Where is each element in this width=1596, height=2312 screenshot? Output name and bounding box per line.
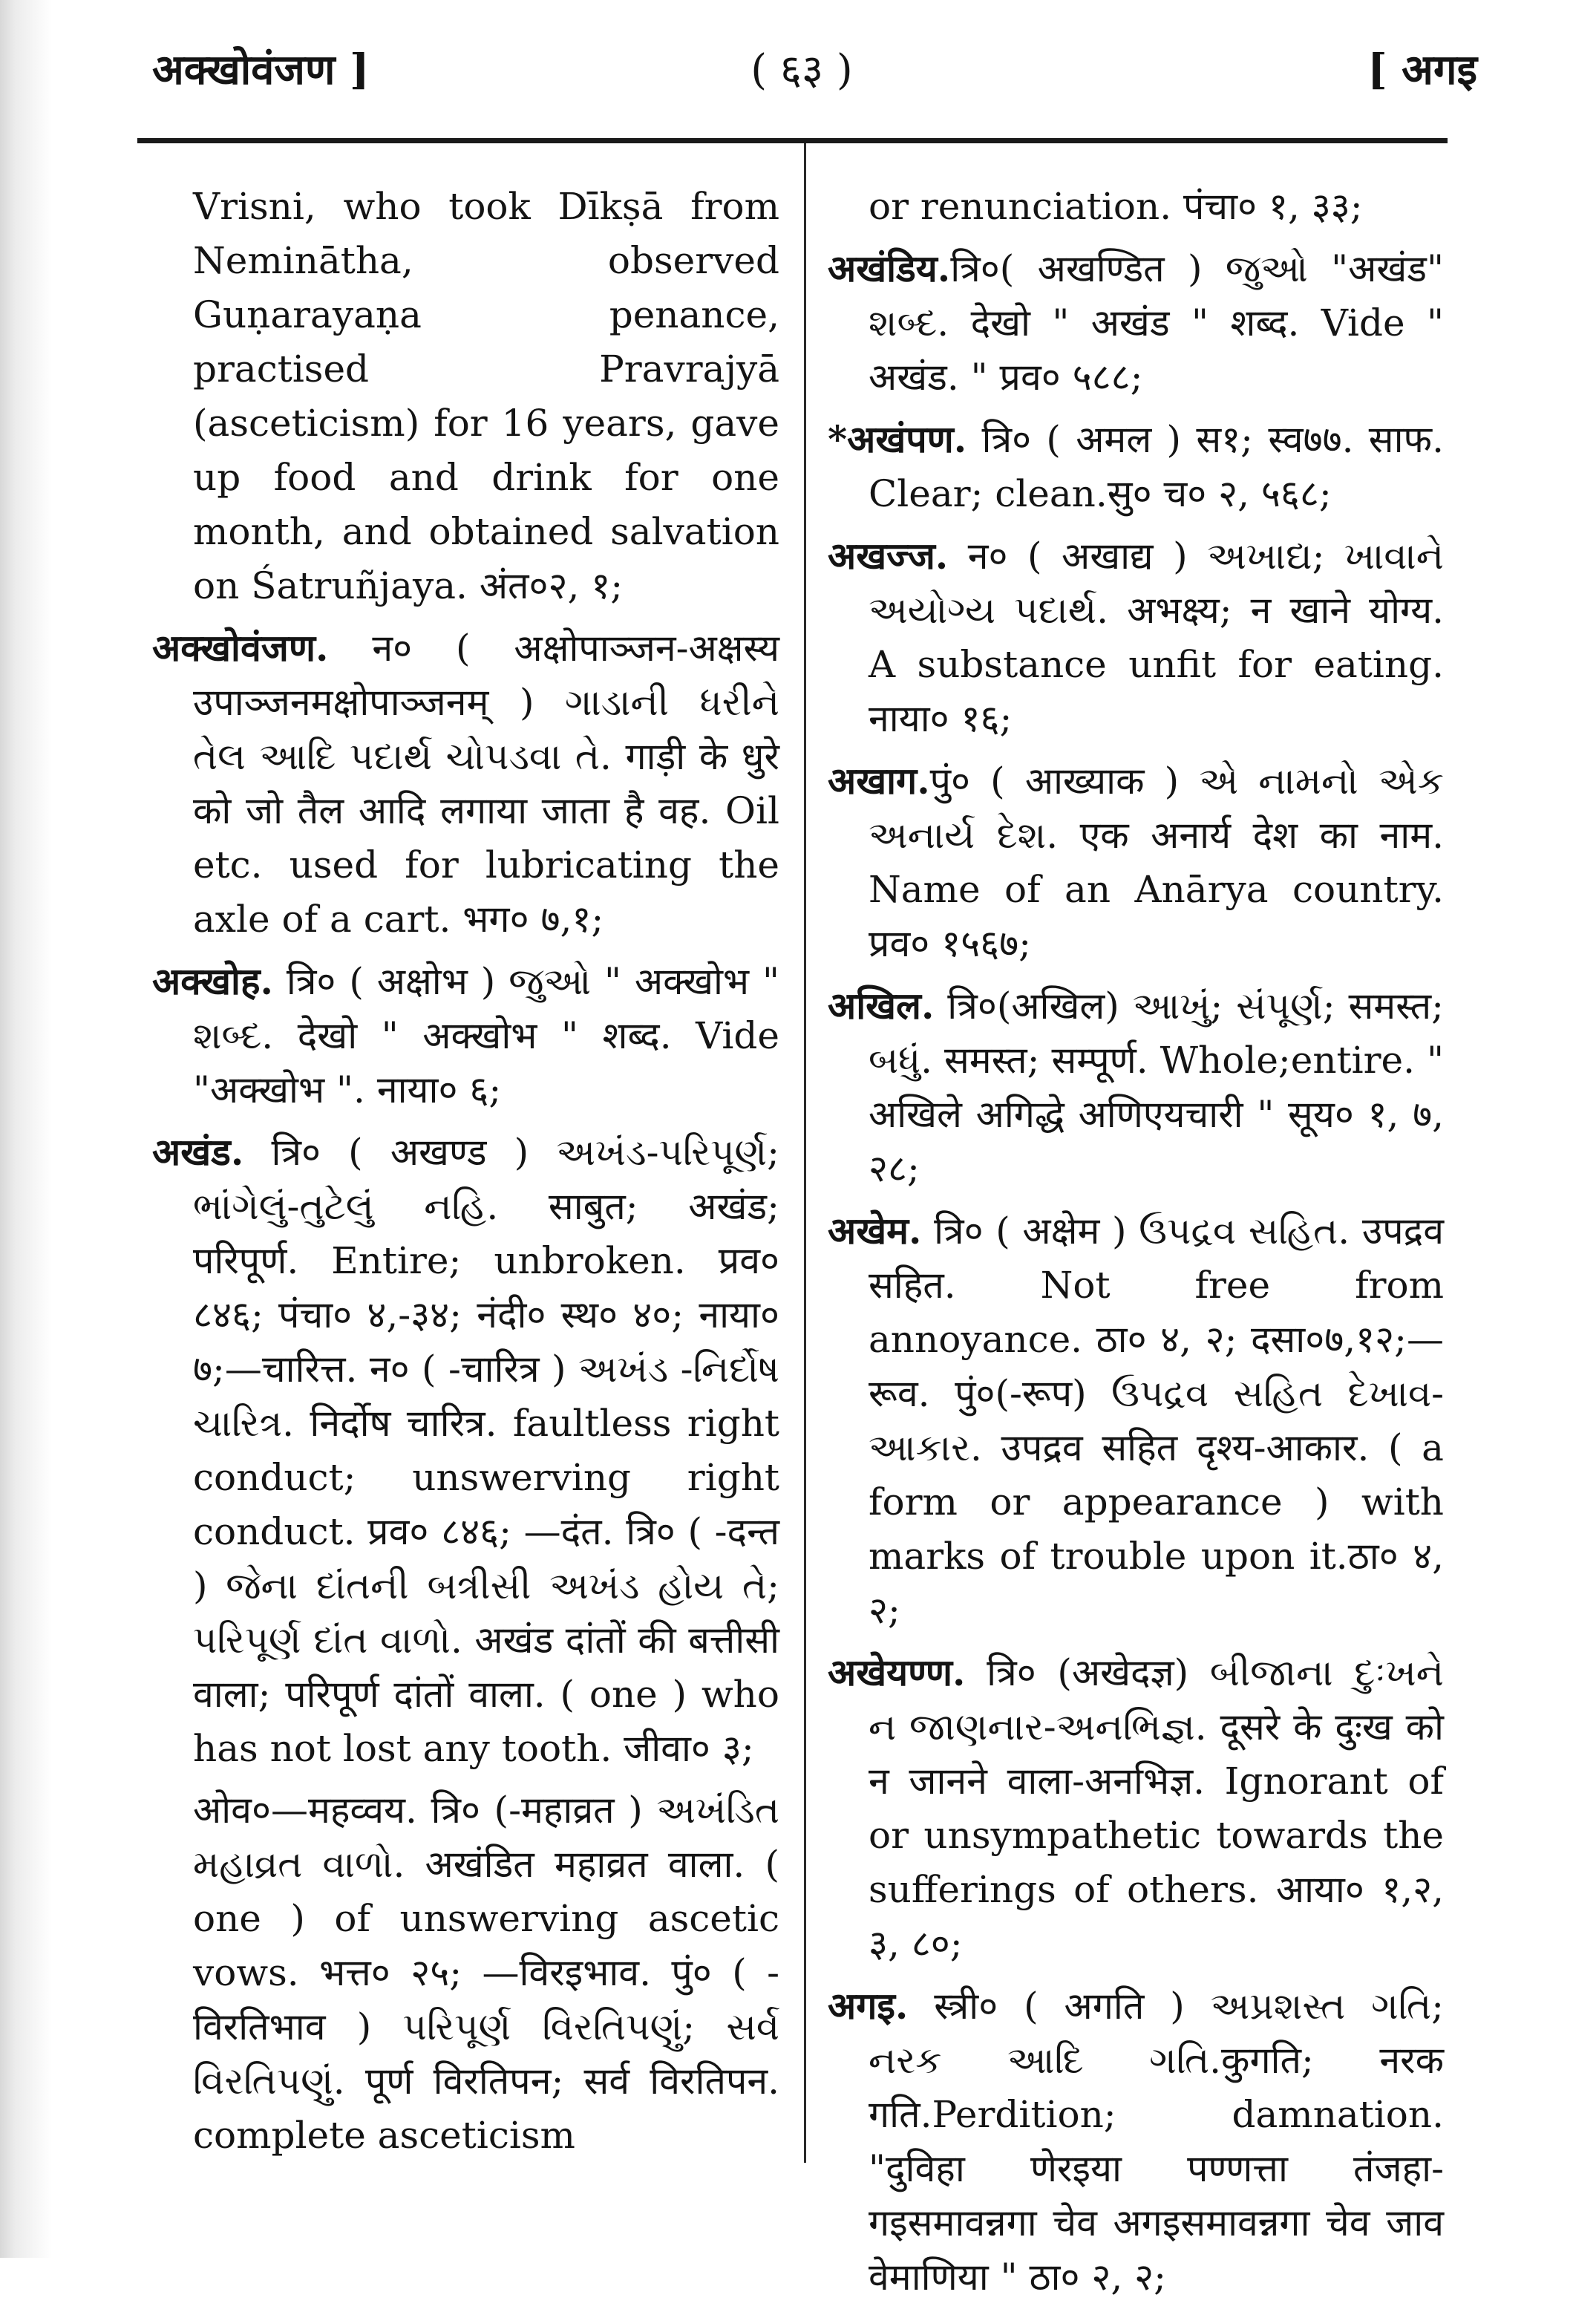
dictionary-entry: [828, 529, 1444, 746]
entry-continuation: Vrisni, who took Dīkṣā from Neminātha, observed Guṇarayaṇa penance, practised Pravrajyā (asceticism) for 16 years, gave up food and drink for one month, and obtained salvation on Śatruñjaya. अंत०२, १;: [193, 185, 779, 607]
dictionary-entry: [828, 754, 1444, 971]
entry-headword: अखाग.: [828, 759, 930, 803]
entry-definition: न० ( अखाद्य ) અખાદ્ય; ખાવાને અયોગ્ય પદાર્થ. अभक्ष्य; न खाने योग्य. A substance unfit for eating. नाया० १६;: [869, 535, 1444, 740]
column-divider: [804, 143, 806, 2163]
dictionary-entry: [828, 1979, 1444, 2305]
left-column: [152, 180, 779, 2170]
entry-continuation: or renunciation. पंचा० १, ३३;: [869, 185, 1363, 228]
entry-headword: *अखंपण.: [828, 417, 967, 461]
entry-headword: अक्खोवंजण.: [152, 626, 329, 670]
dictionary-entry: [828, 979, 1444, 1196]
entry-headword: अखेम.: [828, 1209, 922, 1253]
entry-definition: त्रि० ( अक्षेम ) ઉપદ્રવ સહિત. उपद्रव सहित. Not free from annoyance. ठा० ४, २; दसा०७,१२;—रूव. पुं०(-रूप) ઉપદ્રવ સહિત દેખાવ-આકાર. उपद्रव सहित दृश्य-आकार. ( a form or appearance ) with marks of trouble upon it.ठा० ४, २;: [869, 1209, 1444, 1632]
page-binding-edge: [0, 0, 52, 2258]
dictionary-entry: [152, 954, 779, 1117]
entry-headword: अखिल.: [828, 984, 935, 1028]
dictionary-entry: [152, 1125, 779, 1776]
entry-definition: त्रि० (अखेदज्ञ) બીજાના દુઃખને ન જાણનાર-અનભિજ્ઞ. दूसरे के दुःख को न जानने वाला-अनभिज्ञ. Ignorant of or unsympathetic towards the sufferings of others. आया० १,२, ३, ८०;: [869, 1651, 1444, 1965]
running-head-last-word: [ अगइ: [1367, 45, 1477, 94]
dictionary-entry: [828, 1204, 1444, 1638]
right-column: [828, 180, 1444, 2312]
entry-definition: त्रि० ( अक्षोभ ) જુઓ " अक्खोभ " શબ્દ. देखो " अक्खोभ " शब्द. Vide "अक्खोभ ". नाया० ६;: [193, 960, 779, 1111]
entry-definition: पुं० ( आख्याक ) એ નામનો એક અનાર્ય દેશ. एक अनार्य देश का नाम. Name of an Anārya country. प्रव० १५६७;: [869, 760, 1444, 965]
entry-definition: त्रि०( अखण्डित ) જુઓ "अखंड" શબ્દ. देखो " अखंड " शब्द. Vide " अखंड. " प्रव० ५८८;: [869, 247, 1444, 399]
entry-headword: अगइ.: [828, 1984, 909, 2028]
entry-definition: त्रि०(अखिल) આખું; સંપૂર્ણ; समस्त; બધું. समस्त; सम्पूर्ण. Whole;entire. " अखिले अगिद्धे अणिएयचारी " सूय० १, ७, २८;: [869, 984, 1444, 1190]
dictionary-entry: [828, 241, 1444, 405]
entry-definition: त्रि० ( अखण्ड ) અખંડ-પરિપૂર્ણ; ભાંગેલું-તુટેલું નહિ. साबुत; अखंड; परिपूर्ण. Entire; unbroken. प्रव० ८४६; पंचा० ४,-३४; नंदी० स्थ० ४०; नाया० ७;—चारित्त. न० ( -चारित्र ) અખંડ -નિર્દોષ ચારિત્ર. निर्दोष चारित्र. faultless right conduct; unswerving right conduct. प्रव० ८४६; —दंत. त्रि० ( -दन्त ) જેના દાંતની બત્રીસી અખંડ હોય તે; પરિપૂર્ણ દાંત વાળો. अखंड दांतों की बत्तीसी वाला; परिपूर्ण दांतों वाला. ( one ) who has not lost any tooth. जीवा० ३;: [193, 1131, 779, 1770]
entry-definition: न० ( अक्षोपाञ्जन-अक्षस्य उपाञ्जनमक्षोपाञ्जनम् ) ગાડાની ધરીને તેલ આદિ પદાર્થ ચોપડવા તે. गाड़ी के धुरे को जो तैल आदि लगाया जाता है वह. Oil etc. used for lubricating the axle of a cart. भग० ७,१;: [193, 627, 779, 941]
entry-headword: अखंड.: [152, 1130, 244, 1174]
entry-definition: स्त्री० ( अगति ) અપ્રશસ્ત ગતિ; નરક આદિ ગતિ.कुगति; नरक गति.Perdition; damnation. "दुविहा णेरइया पण्णत्ता तंजहा-गइसमावन्नगा चेव अगइसमावन्नगा चेव जाव वेमाणिया " ठा० २, २;: [869, 1985, 1444, 2299]
page-number: ( ६३ ): [750, 46, 853, 94]
entry-definition: त्रि० ( अमल ) स१; स्व७७. साफ. Clear; clean.सु० च० २, ५६८;: [869, 418, 1444, 515]
entry-continuation: ओव०—महव्वय. त्रि० (-महाव्रत ) અખંડિત મહાવ્રત વાળો. अखंडित महाव्रत वाला. ( one ) of unswerving ascetic vows. भत्त० २५; —विरइभाव. पुं० ( -विरतिभाव ) પરિપૂર્ણ વિરતિપણું; સર્વ વિરતિપણું. पूर्ण विरतिपन; सर्व विरतिपन. complete asceticism: [193, 1789, 779, 2157]
entry-headword: अखज्ज.: [828, 534, 949, 578]
header-rule: [137, 138, 1448, 143]
dictionary-entry: [152, 621, 779, 947]
entry-headword: अखंडिय.: [828, 246, 951, 290]
dictionary-entry: [828, 412, 1444, 521]
running-head-first-word: अक्खोवंजण ]: [152, 45, 370, 94]
dictionary-entry: [828, 1645, 1444, 1971]
entry-headword: अखेयण्ण.: [828, 1650, 966, 1694]
entry-headword: अक्खोह.: [152, 959, 273, 1003]
